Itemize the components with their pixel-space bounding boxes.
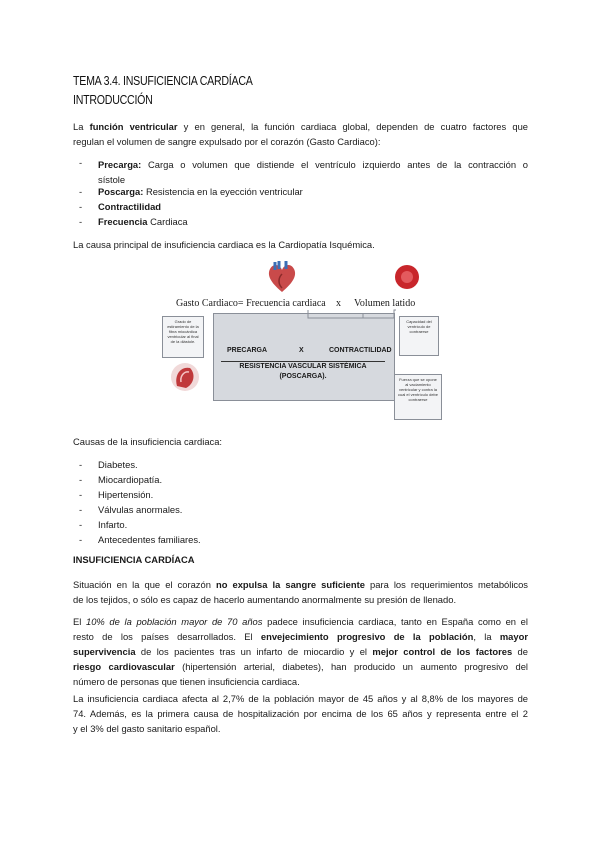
list-item: Infarto. [98, 519, 128, 530]
list-item: Antecedentes familiares. [98, 534, 201, 545]
list-item: Diabetes. [98, 459, 138, 470]
list-item: Hipertensión. [98, 489, 154, 500]
resistencia-row: RESISTENCIA VASCULAR SISTÉMICA (POSCARGA). [239, 363, 367, 380]
section-heading-ic: INSUFICIENCIA CARDÍACA [73, 554, 195, 565]
list-item: Contractilidad [98, 201, 162, 212]
ic-statistics-paragraph: La insuficiencia cardiaca afecta al 2,7% de la población mayor de 45 años y al 8,8% de los mayores de 74. Además, es la primera causa de hospitalización por encima de los 65 años y representa entre el 2 y el 3% del gasto sanitario español. [73, 693, 528, 734]
callout-precarga: Grado de estiramiento de la fibra miocárdica ventricular al final de la diástole. [162, 316, 204, 358]
intro-paragraph: La función ventricular y en general, la función cardiaca global, dependen de cuatro factores que regulan el volumen de sangre expulsado por el corazón (Gasto Cardiaco): [73, 121, 528, 147]
callout-poscarga: Fuerza que se opone al vaciamiento ventricular y contra la cual el ventrículo debe contraerse [394, 374, 442, 420]
cause-sentence: La causa principal de insuficiencia cardiaca es la Cardiopatía Isquémica. [73, 239, 375, 250]
list-item: Poscarga: Resistencia en la eyección ventricular [98, 186, 303, 197]
document-page: TEMA 3.4. INSUFICIENCIA CARDÍACA INTRODUCCIÓN La función ventricular y en general, la función cardiaca global, dependen de cuatro factores que regulan el volumen de sangre expulsado por el corazón (Gasto Cardiaco): - Precarga: Carga o volumen que distiende el ventrículo izquierdo antes de la contracción o sístole - Poscarga: Resistencia en la eyección ventricular - Contractilidad - Frecuencia Cardiaca La causa principal de insuficiencia cardiaca es la Cardiopatía Isquémica. Gasto Cardiaco= Frecuencia cardiaca x Volumen latido PRECARGA X CONTRACTILIDAD RESISTENCIA VASCULAR SISTÉMICA (POSCARGA). Grado de estiramiento de la fibra miocárdica ventricular al final de la diástole. Capacidad del ventrículo de contraerse Fuerza que se opone al vaciamiento ventricular y contra la cual el ventrículo debe contraerse Causas de la insuficiencia cardiaca: - Diabetes. - Miocardiopatía. - Hipertensión. - Válvulas anormales. - Infarto. - Antecedentes familiares. INSUFICIENCIA CARDÍACA Situación en la que el corazón no expulsa la sangre suficiente para los requerimientos metabólicos de los tejidos, o sólo es capaz de hacerlo aumentando anormalmente su presión de llenado. El 10% de la población mayor de 70 años padece insuficiencia cardiaca, tanto en España como en el resto de los países desarrollados. El envejecimiento progresivo de la población, la mayor supervivencia de los pacientes tras un infarto de miocardio y el mejor control de los factores de riesgo cardiovascular (hipertensión arterial, diabetes), han producido un aumento progresivo del número de personas que tienen insuficiencia cardiaca. La insuficiencia cardiaca afecta al 2,7% de la población mayor de 45 años y al 8,8% de los mayores de 74. Además, es la primera causa de hospitalización por encima de los 65 años y representa entre el 2 y el 3% del gasto sanitario español. [73, 74, 528, 734]
page-title: TEMA 3.4. INSUFICIENCIA CARDÍACA [73, 74, 253, 88]
myocardium-icon [168, 362, 202, 392]
section-title-introduccion: INTRODUCCIÓN [73, 93, 153, 107]
precarga-contractilidad-row: PRECARGA X CONTRACTILIDAD [221, 347, 385, 362]
list-item: Frecuencia Cardiaca [98, 216, 188, 227]
equation-x: x [336, 298, 341, 309]
list-item: Válvulas anormales. [98, 504, 183, 515]
equation-gasto: Gasto Cardiaco= Frecuencia cardiaca [176, 298, 326, 309]
ic-definition: Situación en la que el corazón no expulsa la sangre suficiente para los requerimientos metabólicos de los tejidos, o sólo es capaz de hacerlo aumentando anormalmente su presión de llenado. [73, 579, 528, 605]
ic-prevalence-paragraph: El 10% de la población mayor de 70 años padece insuficiencia cardiaca, tanto en España como en el resto de los países desarrollados. El envejecimiento progresivo de la población, la mayor supervivencia de los pacientes tras un infarto de miocardio y el mejor control de los factores de riesgo cardiovascular (hipertensión arterial, diabetes), han producido un aumento progresivo del número de personas que tienen insuficiencia cardiaca. [73, 616, 528, 687]
cardiac-output-diagram [158, 258, 448, 424]
causes-title: Causas de la insuficiencia cardiaca: [73, 436, 223, 447]
list-item: Precarga: Carga o volumen que distiende el ventrículo izquierdo antes de la contracción o sístole [98, 159, 528, 185]
callout-contractilidad: Capacidad del ventrículo de contraerse [399, 316, 439, 356]
list-item: Miocardiopatía. [98, 474, 163, 485]
equation-volumen: Volumen latido [354, 298, 416, 309]
